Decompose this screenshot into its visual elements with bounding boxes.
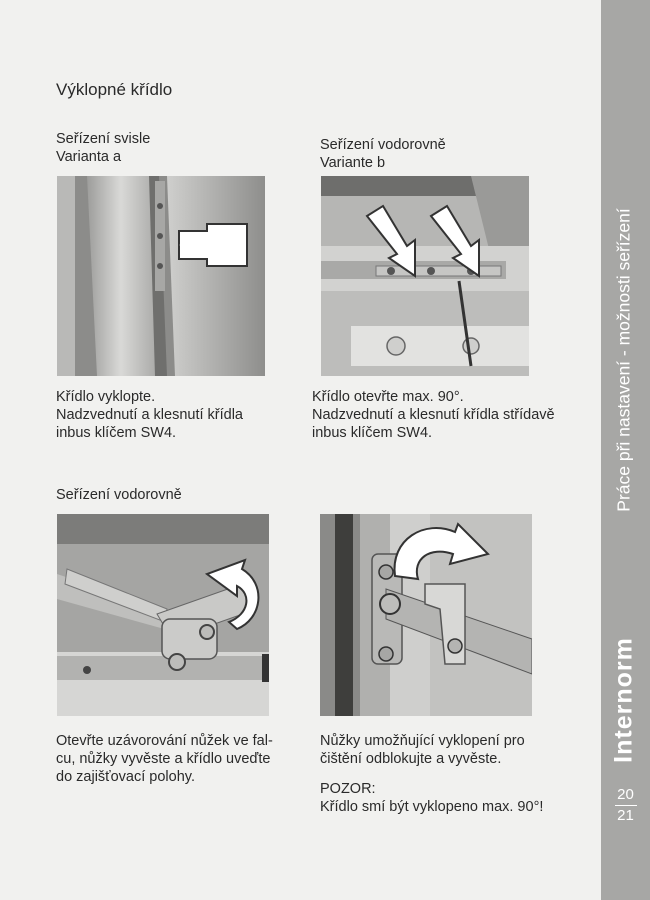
heading-vertical-adjustment: [56, 130, 150, 166]
caption-line: do zajišťovací polohy.: [56, 769, 195, 785]
photo-cleaning-stay-unlock: [320, 514, 532, 716]
caption-vertical-adjustment: [56, 388, 243, 442]
caption-cleaning-stay-unlock: [320, 732, 525, 768]
caption-line: čištění odblokujte a vyvěste.: [320, 751, 502, 767]
heading-horizontal-adjustment: Seřízení vodorovně: [56, 487, 182, 503]
warning-title: POZOR:: [320, 781, 376, 797]
page-numbers: [601, 786, 650, 825]
warning-note: [320, 780, 543, 816]
heading-line: Seřízení vodorovně: [320, 137, 446, 153]
page-number-divider: [615, 805, 637, 806]
heading-horizontal-adjustment-b: [320, 136, 446, 172]
photo-hinge-horizontal-adjust: [321, 176, 529, 376]
section-title: Výklopné křídlo: [56, 80, 173, 99]
caption-line: Nůžky umožňující vyklopení pro: [320, 733, 525, 749]
warning-text: Křídlo smí být vyklopeno max. 90°!: [320, 799, 544, 815]
brand-logo: Internorm: [609, 637, 638, 763]
caption-line: Nadzvednutí a klesnutí křídla střídavě: [312, 407, 555, 423]
caption-scissor-stay-unlock: [56, 732, 273, 786]
caption-line: Otevřte uzávorování nůžek ve fal-: [56, 733, 273, 749]
caption-horizontal-adjustment-b: [312, 388, 555, 442]
page-number-right: 21: [617, 807, 634, 824]
caption-line: cu, nůžky vyvěste a křídlo uveďte: [56, 751, 271, 767]
caption-line: inbus klíčem SW4.: [56, 425, 177, 441]
caption-line: Křídlo vyklopte.: [56, 389, 156, 405]
caption-line: Nadzvednutí a klesnutí křídla: [56, 407, 243, 423]
photo-scissor-stay-unlock: [57, 514, 269, 716]
caption-line: inbus klíčem SW4.: [312, 425, 433, 441]
page-number-left: 20: [617, 786, 634, 803]
variant-label: Variante b: [320, 155, 386, 171]
caption-line: Křídlo otevřte max. 90°.: [312, 389, 464, 405]
photo-sash-vertical-adjust: [57, 176, 265, 376]
variant-label: Varianta a: [56, 149, 122, 165]
chapter-title: Práce při nastavení - možnosti seřízení: [613, 208, 634, 512]
heading-line: Seřízení svisle: [56, 131, 151, 147]
